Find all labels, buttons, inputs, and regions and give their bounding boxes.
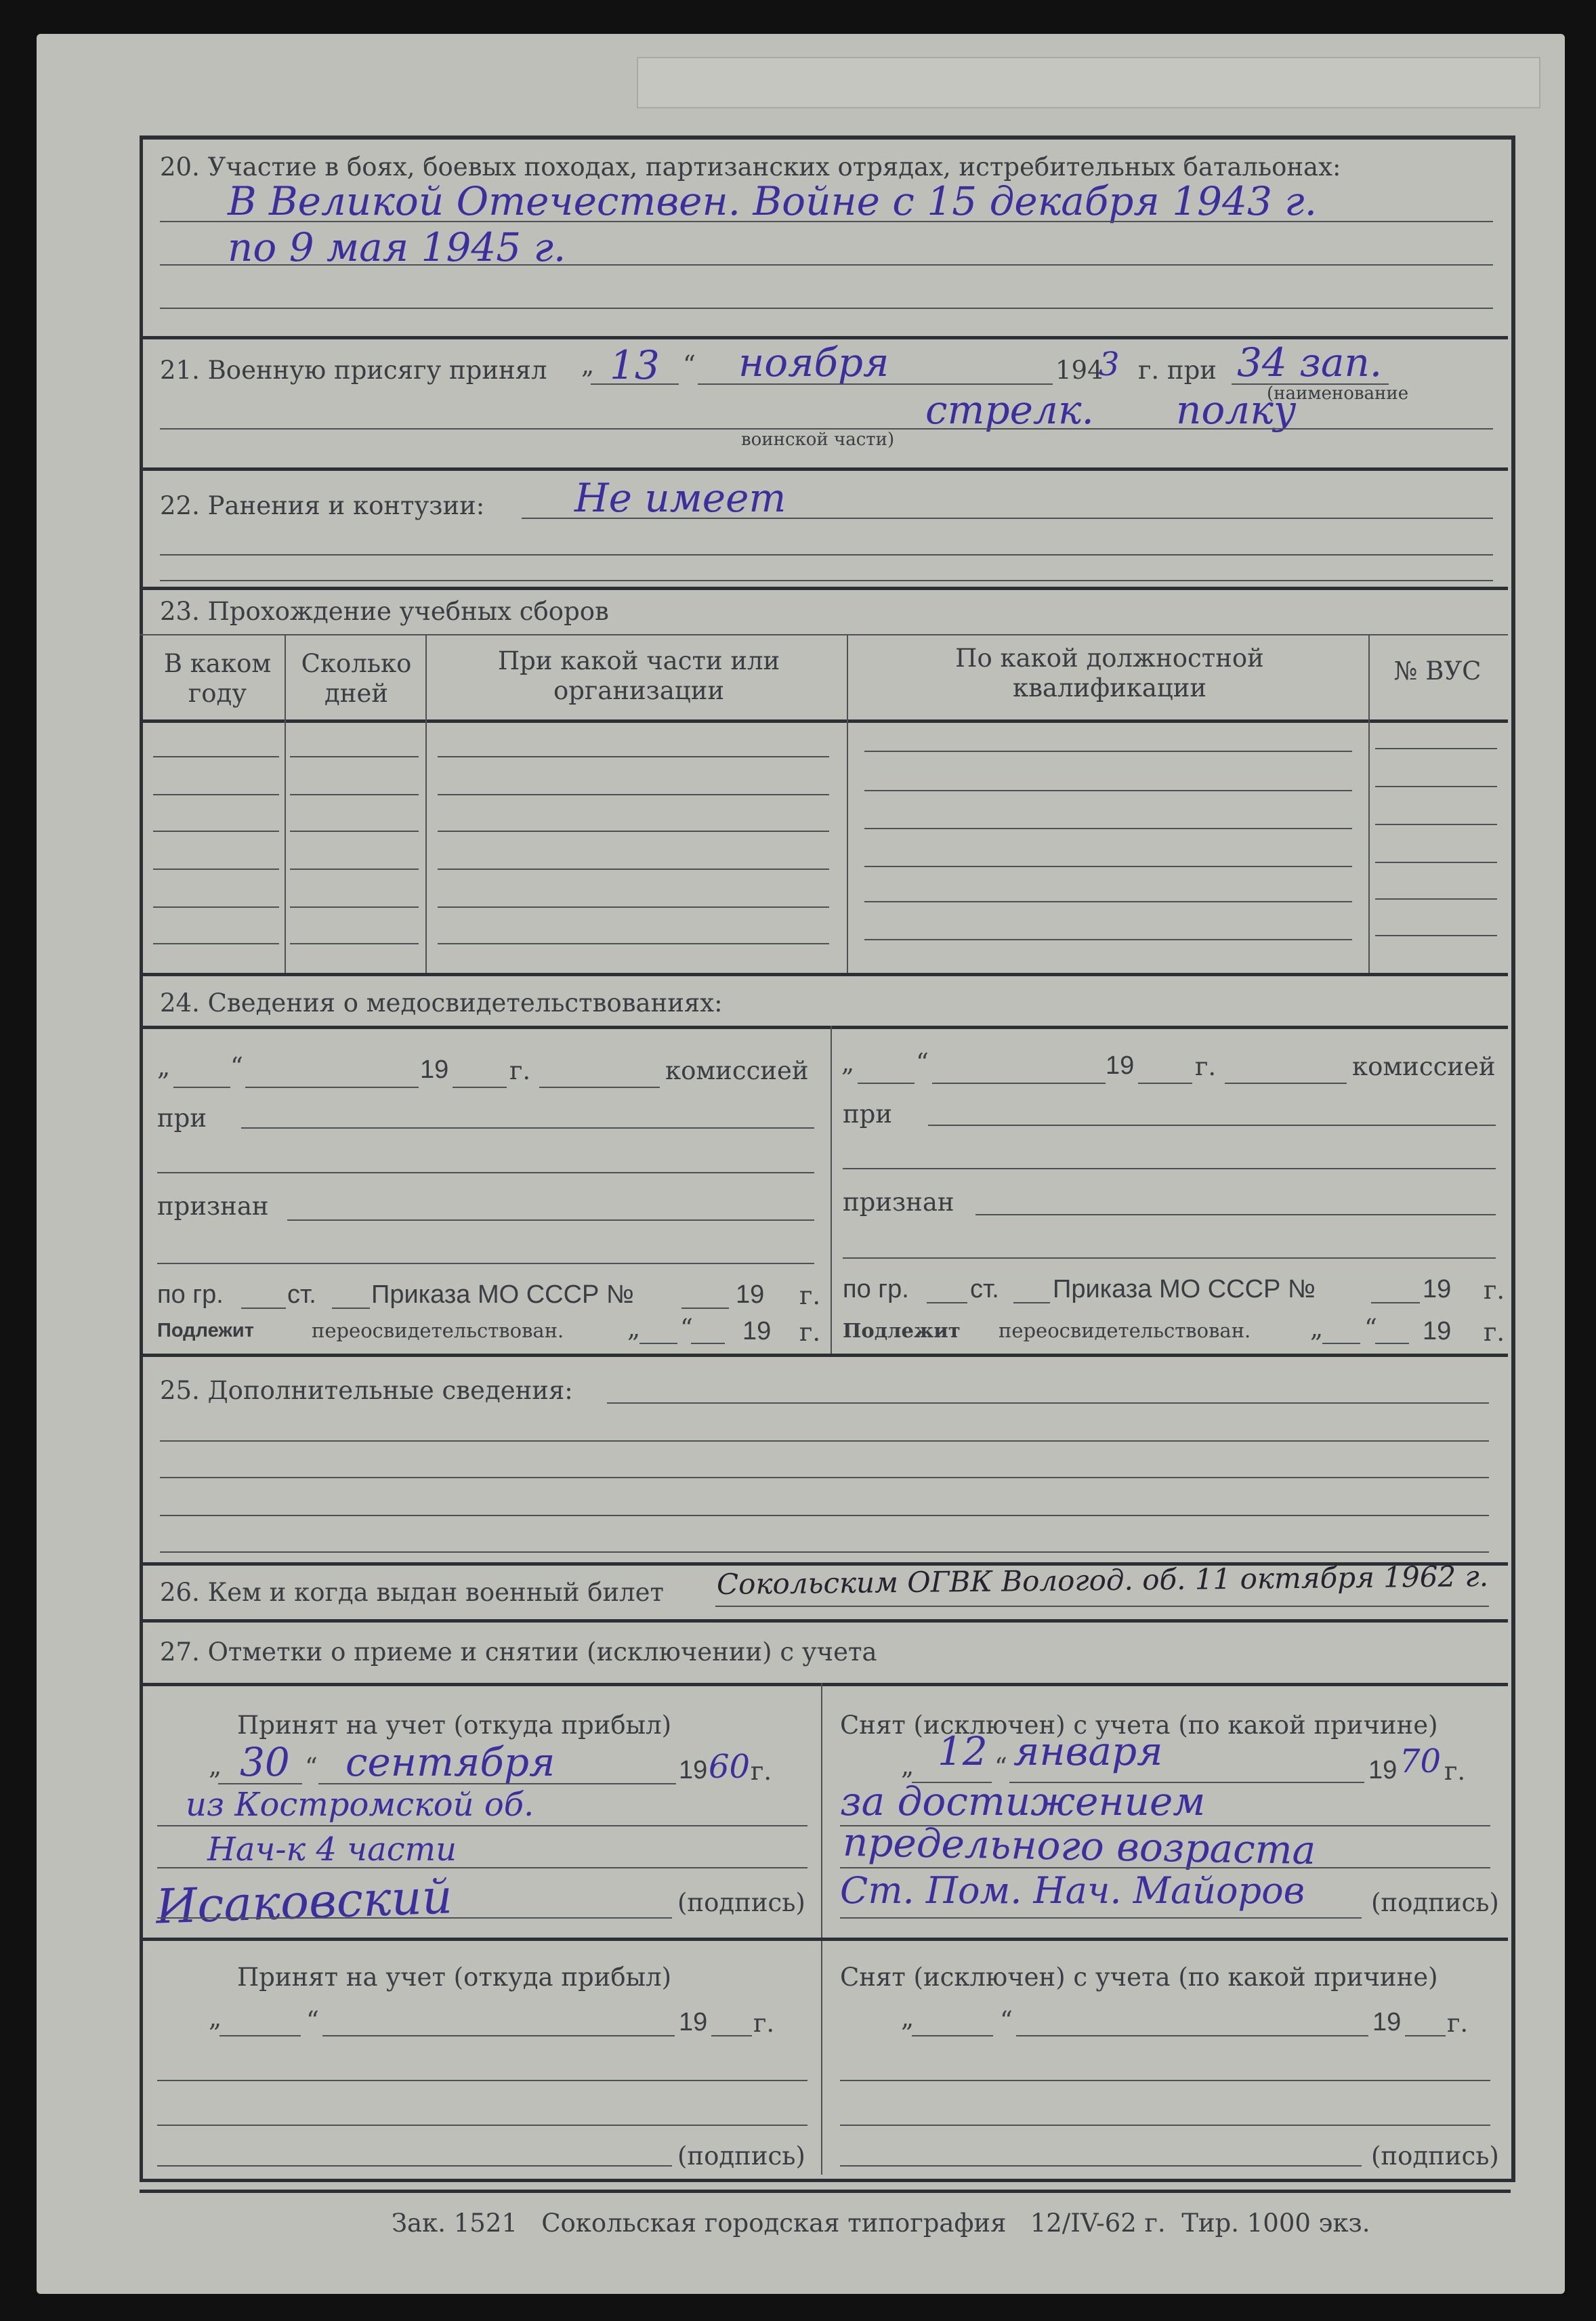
s27-rem-month: января (1013, 1728, 1163, 1774)
s23-col-year: В каком году (163, 649, 272, 709)
s24-left-pogr: по гр. (157, 1280, 224, 1309)
s23-divider (140, 973, 1508, 976)
s24-right-mon2-line (1375, 1343, 1409, 1344)
s24-right-podlezhit: Подлежит (843, 1319, 961, 1342)
s24-right-pri: при (843, 1100, 893, 1129)
form-bottom-rule (140, 2190, 1511, 2193)
s25-label: 25. Дополнительные сведения: (160, 1376, 573, 1405)
s27-rem-19: 19 (1368, 1756, 1398, 1784)
s23-row-line (153, 794, 279, 795)
s24-right-day2-line (1322, 1343, 1360, 1344)
s27-acc2-line3 (157, 2125, 807, 2126)
s24-right-prikaz-line (1371, 1302, 1420, 1303)
s24-left-19c: 19 (742, 1317, 772, 1345)
s27-rem-line3 (840, 1867, 1490, 1868)
s23-row-line (438, 756, 829, 757)
s24-center-sep (831, 1026, 832, 1354)
s23-col-sep4 (1368, 634, 1370, 973)
s27-acc2-year-line (711, 2035, 752, 2036)
s27-acc2-sign-line (157, 2165, 672, 2167)
s27-rem-quote-open: „ (901, 1751, 915, 1780)
s27-acc-sign: (подпись) (677, 1888, 805, 1917)
s25-line2 (160, 1440, 1489, 1442)
s24-right-19: 19 (1106, 1051, 1135, 1080)
s27-acc-from: из Костромской об. (186, 1786, 534, 1824)
s21-label: 21. Военную присягу принял (160, 356, 547, 385)
s21-month-line (698, 383, 1053, 385)
s27-acc-month-line (318, 1783, 676, 1784)
s24-left-st: ст. (287, 1280, 316, 1309)
s24-right-day-line (858, 1083, 915, 1084)
s24-right-g2: г. (1484, 1276, 1505, 1305)
s23-row-line (1375, 935, 1497, 936)
s23-row-line (153, 906, 279, 908)
s26-line (715, 1606, 1489, 1607)
s27-mid-line (140, 1938, 1508, 1941)
s23-row-line (290, 943, 419, 944)
s27-accepted-title: Принят на учет (откуда прибыл) (237, 1711, 672, 1740)
s27-acc-line2 (157, 1825, 807, 1826)
s24-left-19: 19 (420, 1055, 449, 1084)
s24-right-pogr: по гр. (843, 1275, 909, 1303)
s22-line3 (160, 580, 1493, 581)
s24-right-pogr-line (927, 1302, 967, 1303)
s27-rem2-sign-line (840, 2165, 1362, 2167)
s27-center-sep (821, 1683, 822, 2175)
s21-year-prefix: 194 (1055, 356, 1104, 385)
s21-divider (140, 467, 1508, 471)
s24-right-g3: г. (1484, 1318, 1505, 1347)
s24-left-mon2-line (691, 1343, 725, 1344)
s23-row-line (438, 794, 829, 795)
s21-quote-close: “ (683, 350, 696, 379)
s27-acc2-quote-close: “ (306, 2006, 319, 2035)
s24-right-reosv: переосвидетельствован. (999, 1319, 1251, 1342)
s21-quote-open: „ (581, 350, 595, 379)
s27-label: 27. Отметки о приеме и снятии (исключении) с учета (160, 1637, 877, 1667)
s23-row-line (153, 943, 279, 944)
s24-right-year-line (1138, 1083, 1192, 1084)
s20-handwriting-line2: по 9 мая 1945 г. (228, 224, 566, 270)
s24-right-commission-line (1225, 1083, 1347, 1084)
s23-header-bottom (140, 719, 1508, 723)
s24-left-q4: “ (680, 1314, 693, 1343)
s27-rem2-year-line (1405, 2035, 1446, 2036)
s24-right-commission: комиссией (1352, 1052, 1496, 1081)
s27-acc-day: 30 (240, 1739, 290, 1785)
s27-rem-quote-close: “ (994, 1753, 1007, 1782)
s22-label: 22. Ранения и контузии: (160, 491, 485, 520)
s24-left-reosv: переосвидетельствован. (312, 1319, 564, 1342)
s27-acc2-line2 (157, 2080, 807, 2081)
s23-row-line (290, 831, 419, 832)
s23-row-line (1375, 862, 1497, 863)
s21-unit-line2-b: полку (1176, 387, 1297, 433)
s24-left-priznan-line (287, 1219, 814, 1221)
s24-left-q3: „ (627, 1314, 641, 1343)
s27-acc-day-line (218, 1783, 302, 1784)
s24-right-priznan: признан (843, 1188, 954, 1217)
s27-acc-sign-line (157, 1917, 672, 1919)
s21-month: ноября (738, 339, 889, 385)
printer-footer: Зак. 1521 Сокольская городская типография 12/IV-62 г. Тир. 1000 экз. (392, 2209, 1370, 2238)
s27-acc-chief: Нач-к 4 части (207, 1831, 457, 1868)
s24-divider (140, 1354, 1508, 1357)
s23-row-line (864, 939, 1352, 940)
s23-col-sep3 (847, 634, 848, 973)
s21-unit-line2-a: стрелк. (925, 387, 1094, 433)
s23-header-top (140, 634, 1508, 635)
s23-row-line (438, 943, 829, 944)
s26-handwriting: Сокольским ОГВК Вологод. об. 11 октября 1962 г. (716, 1560, 1489, 1601)
s27-rem2-line2 (840, 2080, 1490, 2081)
s22-divider (140, 587, 1508, 590)
s26-divider (140, 1619, 1508, 1623)
s27-rem2-month-line (1016, 2035, 1368, 2036)
s20-line2 (160, 264, 1493, 266)
s27-removed-title: Снят (исключен) с учета (по какой причине) (840, 1711, 1438, 1740)
s24-right-q4: “ (1364, 1314, 1377, 1343)
s27-rem-reason2: предельного возраста (842, 1818, 1316, 1874)
s27-acc2-g: г. (753, 2009, 775, 2038)
s24-left-g2: г. (799, 1281, 821, 1310)
s23-col-vus: № ВУС (1393, 656, 1482, 686)
s26-label: 26. Кем и когда выдан военный билет (160, 1578, 665, 1607)
s27-accepted-title-2: Принят на учет (откуда прибыл) (237, 1963, 672, 1992)
s24-right-19b: 19 (1423, 1275, 1452, 1303)
s27-rem-reason3: Ст. Пом. Нач. Майоров (840, 1869, 1305, 1912)
s23-row-line (1375, 898, 1497, 900)
s21-day: 13 (610, 342, 660, 388)
s23-row-line (153, 869, 279, 870)
s24-left-st-line (332, 1308, 370, 1309)
s24-left-quote-open: „ (157, 1052, 171, 1081)
s27-acc-g: г. (751, 1757, 772, 1786)
s24-right-month-line (932, 1083, 1106, 1084)
s24-left-priznan: признан (157, 1192, 269, 1221)
s20-label: 20. Участие в боях, боевых походах, партизанских отрядах, истребительных батальонах: (160, 152, 1341, 182)
s23-row-line (290, 906, 419, 908)
s25-line5 (160, 1551, 1489, 1553)
s27-rem2-sign: (подпись) (1371, 2141, 1499, 2171)
s27-acc-line3 (157, 1867, 807, 1868)
s24-right-quote-close: “ (916, 1048, 929, 1077)
s24-left-prikaz: Приказа МО СССР № (371, 1280, 634, 1309)
s24-right-q3: „ (1310, 1314, 1324, 1343)
s27-rem-reason1: за достижением (840, 1778, 1206, 1824)
s24-right-g: г. (1195, 1052, 1217, 1081)
s27-rem2-quote-close: “ (1000, 2006, 1013, 2035)
s27-acc-quote-close: “ (305, 1753, 318, 1782)
s23-row-line (438, 906, 829, 908)
s23-row-line (864, 790, 1352, 791)
s23-row-line (153, 831, 279, 832)
s24-right-priznan-line (975, 1214, 1496, 1215)
s22-line2 (160, 554, 1493, 556)
s24-left-pri-line (241, 1127, 814, 1129)
s23-col-qualification: По какой должностной квалификации (955, 644, 1264, 703)
s24-left-pogr-line (241, 1308, 286, 1309)
s23-row-line (290, 869, 419, 870)
s27-acc-year: 60 (709, 1748, 751, 1786)
s23-col-sep1 (285, 634, 286, 973)
s24-right-prikaz: Приказа МО СССР № (1053, 1275, 1316, 1303)
s24-left-line2 (157, 1263, 814, 1264)
s27-rem2-day-line (912, 2035, 993, 2036)
s23-row-line (864, 866, 1352, 867)
s20-handwriting-line1: В Великой Отечествен. Войне с 15 декабря 1943 г. (228, 178, 1318, 224)
s24-left-commission-line (539, 1087, 660, 1088)
s24-left-day-line (173, 1087, 230, 1088)
s21-year-digit: 3 (1099, 346, 1120, 383)
s23-row-line (438, 831, 829, 832)
s24-left-g3: г. (799, 1318, 821, 1347)
s23-row-line (153, 756, 279, 757)
s27-acc2-19: 19 (679, 2008, 708, 2036)
s27-acc2-quote-open: „ (209, 2003, 222, 2032)
s27-rem2-line3 (840, 2125, 1490, 2126)
s21-year-suffix: г. при (1138, 356, 1217, 385)
s23-row-line (864, 751, 1352, 752)
s27-rem-sign: (подпись) (1371, 1888, 1499, 1917)
s22-handwriting: Не имеет (574, 475, 786, 521)
s27-header-line (140, 1683, 1508, 1686)
s27-acc-quote-open: „ (209, 1751, 222, 1780)
s24-left-line (157, 1172, 814, 1173)
s25-line3 (160, 1477, 1489, 1478)
s23-col-days: Сколько дней (301, 649, 412, 709)
s24-left-19b: 19 (736, 1280, 765, 1309)
s27-rem2-g: г. (1447, 2009, 1469, 2038)
s24-right-19c: 19 (1423, 1317, 1452, 1345)
s24-left-pri: при (157, 1104, 207, 1133)
s21-day-line (591, 383, 679, 385)
s27-acc-19: 19 (679, 1756, 708, 1784)
s24-left-quote-close: “ (230, 1052, 243, 1081)
s24-left-month-line (245, 1087, 419, 1088)
s27-rem2-quote-open: „ (901, 2003, 915, 2032)
s27-acc2-day-line (219, 2035, 301, 2036)
s21-unit: 34 зап. (1237, 339, 1383, 385)
s23-row-line (290, 756, 419, 757)
s27-acc-signature: Исаковский (154, 1868, 454, 1935)
s21-voinskoi-chasti: воинской части) (741, 430, 895, 450)
s24-left-year-line (453, 1087, 507, 1088)
s23-row-line (864, 901, 1352, 902)
s24-right-quote-open: „ (841, 1048, 855, 1077)
s27-removed-title-2: Снят (исключен) с учета (по какой причине) (840, 1963, 1438, 1992)
s24-left-commission: комиссией (665, 1056, 809, 1085)
s24-right-st-line (1013, 1302, 1050, 1303)
s27-acc2-sign: (подпись) (677, 2141, 805, 2171)
s24-right-line (843, 1168, 1496, 1169)
s23-row-line (1375, 786, 1497, 787)
s21-naimenovanie: (наименование (1267, 383, 1409, 404)
s24-header-line (140, 1026, 1508, 1029)
s24-right-st: ст. (970, 1275, 999, 1303)
s27-rem-year: 70 (1400, 1742, 1442, 1780)
s23-row-line (290, 794, 419, 795)
s27-rem-day: 12 (938, 1728, 988, 1774)
s20-line3 (160, 308, 1493, 309)
s24-left-prikaz-line (681, 1308, 729, 1309)
s22-line1 (522, 518, 1493, 519)
s24-right-pri-line (928, 1125, 1496, 1126)
s25-line1 (607, 1402, 1489, 1404)
s23-label: 23. Прохождение учебных сборов (160, 597, 609, 626)
s27-acc2-month-line (322, 2035, 675, 2036)
s20-line1 (160, 221, 1493, 222)
s23-row-line (864, 828, 1352, 829)
s24-left-day2-line (639, 1343, 677, 1344)
s27-rem2-19: 19 (1372, 2008, 1402, 2036)
s24-left-g: г. (509, 1056, 531, 1085)
s27-rem-sign-line (840, 1917, 1362, 1919)
s23-row-line (1375, 748, 1497, 749)
s23-col-sep2 (425, 634, 427, 973)
s23-row-line (1375, 824, 1497, 825)
s25-line4 (160, 1515, 1489, 1516)
s27-rem-g: г. (1444, 1757, 1466, 1786)
s24-right-line2 (843, 1257, 1496, 1259)
s24-left-podlezhit: Подлежит (157, 1320, 254, 1341)
s23-col-unit: При какой части или организации (497, 646, 780, 706)
paper-tab-strip (637, 57, 1540, 108)
s23-row-line (438, 869, 829, 870)
s27-acc-month: сентября (345, 1739, 555, 1785)
s24-label: 24. Сведения о медосвидетельствованиях: (160, 988, 723, 1018)
